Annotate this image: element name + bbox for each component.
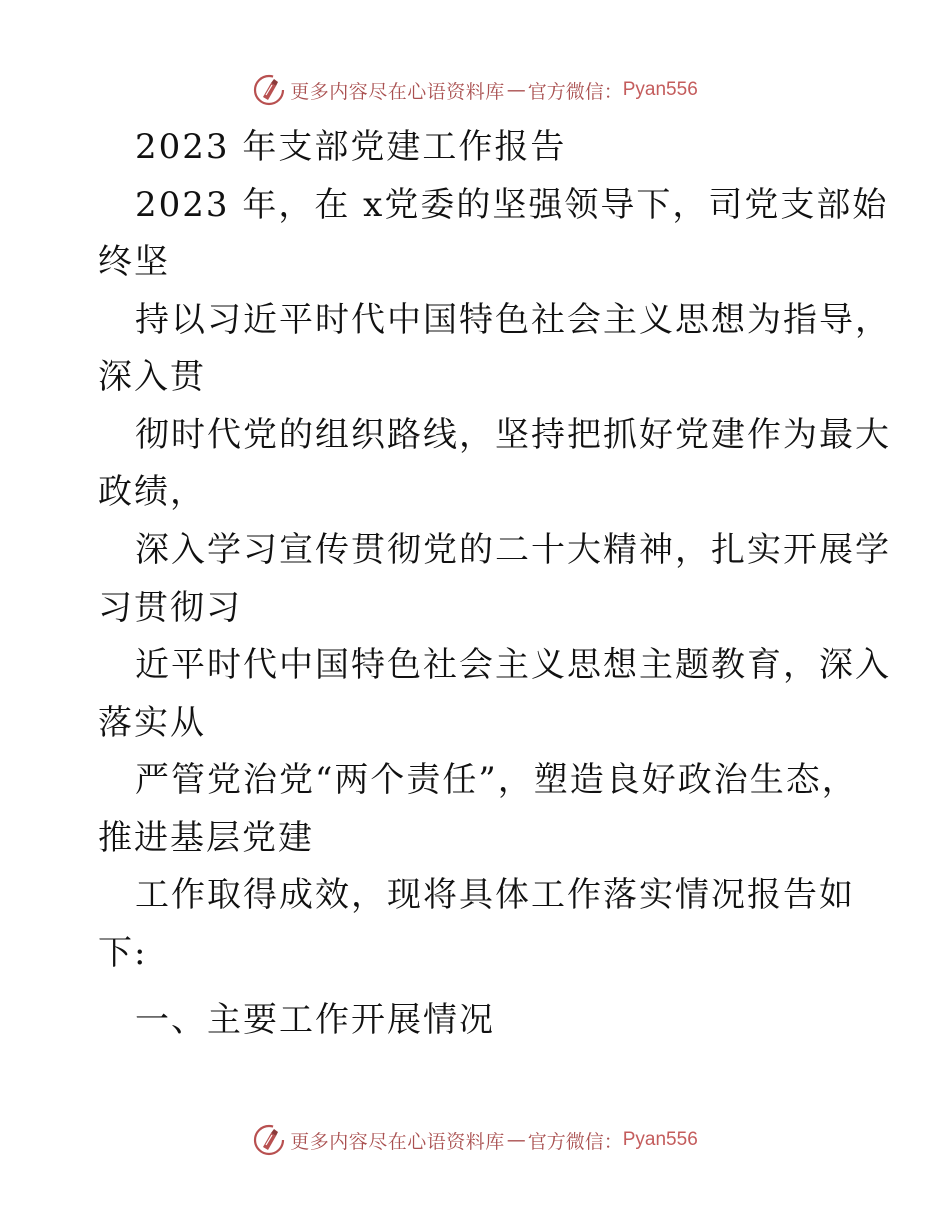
paragraph-line: 政绩，: [98, 472, 206, 512]
paragraph-line: 严管党治党“两个责任”，塑造良好政治生态，: [135, 760, 858, 800]
paragraph-line: 彻时代党的组织路线，坚持把抓好党建作为最大: [135, 415, 891, 455]
section-heading: 一、主要工作开展情况: [135, 1000, 495, 1040]
paragraph-line: 深入贯: [98, 357, 206, 397]
banner-wechat-handle: Pyan556: [622, 1129, 698, 1150]
banner-wechat-label: 官方微信：: [527, 80, 623, 103]
paragraph-line: 下:: [98, 933, 148, 973]
document-title: 2023 年支部党建工作报告: [135, 127, 567, 167]
banner-dash: —: [506, 79, 526, 101]
paragraph-line: 推进基层党建: [98, 818, 314, 858]
paragraph-line: 2023 年，在 x党委的坚强领导下，司党支部始: [135, 185, 889, 225]
banner-brand-text: 更多内容尽在心语资料库: [290, 80, 505, 103]
banner-brand-text: 更多内容尽在心语资料库: [290, 1130, 505, 1153]
banner-wechat-label: 官方微信：: [527, 1130, 623, 1153]
paragraph-line: 深入学习宣传贯彻党的二十大精神，扎实开展学: [135, 530, 891, 570]
paragraph-line: 落实从: [98, 703, 206, 743]
pen-nib-logo-icon: [252, 1123, 286, 1157]
paragraph-line: 持以习近平时代中国特色社会主义思想为指导，: [135, 300, 891, 340]
banner-dash: —: [506, 1129, 526, 1151]
banner-wechat-handle: Pyan556: [622, 79, 698, 100]
paragraph-line: 近平时代中国特色社会主义思想主题教育，深入: [135, 645, 891, 685]
paragraph-line: 工作取得成效，现将具体工作落实情况报告如: [135, 875, 855, 915]
paragraph-line: 习贯彻习: [98, 588, 242, 628]
paragraph-line: 终坚: [98, 242, 170, 282]
footer-watermark-banner: [0, 1120, 950, 1160]
